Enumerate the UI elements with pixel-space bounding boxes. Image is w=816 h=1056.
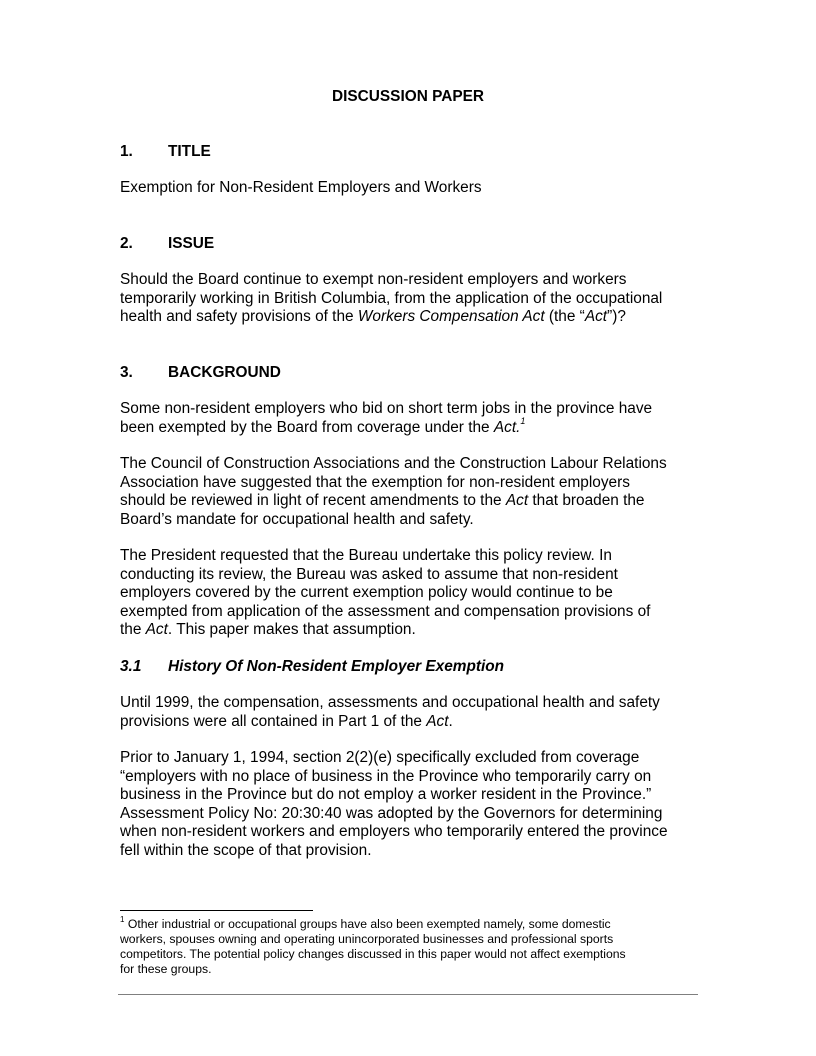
italic-act: Act [505, 492, 529, 509]
title-paragraph [120, 179, 700, 198]
text-line: exempted from application of the assessment and compensation provisions of [120, 602, 651, 620]
italic-act: Act [145, 621, 168, 638]
background-paragraph-3 [120, 547, 700, 640]
text-run: the [120, 621, 146, 638]
text-line: Assessment Policy No: 20:30:40 was adopted by the Governors for determining [120, 804, 663, 822]
text-run: Other industrial or occupational groups have also been exempted namely, some domestic [124, 917, 611, 931]
text-line [120, 713, 700, 732]
text-run: should be reviewed in light of recent amendments to the [120, 492, 506, 509]
footnote-line [120, 914, 700, 932]
text-line: Some non-resident employers who bid on short term jobs in the province have [120, 400, 653, 417]
page-title: DISCUSSION PAPER [332, 88, 484, 105]
history-paragraph-2 [120, 749, 700, 860]
title-text: Exemption for Non-Resident Employers and Workers [120, 179, 482, 196]
text-run: (the “ [544, 308, 585, 325]
text-line: business in the Province but do not employ a worker resident in the Province.” [120, 786, 652, 803]
text-line: fell within the scope of that provision. [120, 841, 372, 859]
text-line [120, 308, 700, 327]
italic-act: Act. [493, 418, 521, 436]
text-line: Board’s mandate for occupational health and safety. [120, 510, 474, 528]
issue-paragraph [120, 271, 700, 327]
section-number: 1. [120, 143, 133, 160]
text-line: temporarily working in British Columbia, from the application of the occupational [120, 289, 663, 307]
text-line [120, 492, 700, 511]
subsection-heading-history [120, 658, 504, 677]
section-heading-title [120, 143, 211, 162]
footnote-line: competitors. The potential policy changes discussed in this paper would not affect exemptions [120, 946, 626, 961]
background-paragraph-2 [120, 455, 700, 529]
background-paragraph-1 [120, 400, 700, 437]
text-run: been exempted by the Board from coverage under the [120, 418, 494, 436]
italic-act-title: Workers Compensation Act [357, 308, 545, 325]
text-line: Prior to January 1, 1994, section 2(2)(e) specifically excluded from coverage [120, 749, 640, 766]
footnote-separator [120, 910, 313, 911]
text-line: The Council of Construction Associations and the Construction Labour Relations [120, 455, 667, 472]
section-number: 3. [120, 364, 133, 381]
footnote-line: workers, spouses owning and operating unincorporated businesses and professional sports [120, 931, 614, 946]
footnote-marker: 1 [120, 914, 125, 924]
text-line: employers covered by the current exemption policy would continue to be [120, 584, 613, 601]
text-run: that broaden the [528, 492, 645, 509]
text-run: health and safety provisions of the [120, 308, 358, 325]
text-line: conducting its review, the Bureau was asked to assume that non-resident [120, 565, 618, 583]
history-paragraph-1 [120, 694, 700, 731]
text-run: ”)? [607, 308, 626, 325]
text-line: The President requested that the Bureau undertake this policy review. In [120, 547, 612, 564]
text-line [120, 416, 700, 438]
text-line: “employers with no place of business in the Province who temporarily carry on [120, 767, 652, 785]
text-line: Should the Board continue to exempt non-resident employers and workers [120, 271, 627, 288]
section-heading-text: TITLE [168, 143, 211, 160]
text-run: provisions were all contained in Part 1 of the [120, 712, 427, 730]
text-run: . This paper makes that assumption. [167, 621, 416, 638]
text-line: Until 1999, the compensation, assessments and occupational health and safety [120, 694, 660, 711]
footnote-reference[interactable]: 1 [520, 416, 526, 427]
text-line: when non-resident workers and employers who temporarily entered the province [120, 823, 668, 840]
text-run: . [448, 712, 453, 730]
section-heading-background [120, 364, 281, 383]
section-heading-text: ISSUE [168, 235, 215, 252]
subsection-heading-text: History Of Non-Resident Employer Exemption [168, 658, 505, 675]
text-line [120, 621, 700, 640]
italic-act: Act [426, 712, 449, 730]
text-line: Association have suggested that the exemption for non-resident employers [120, 473, 630, 491]
italic-act: Act [584, 308, 608, 325]
subsection-number: 3.1 [120, 658, 142, 675]
footnote-line: for these groups. [120, 961, 212, 976]
section-heading-issue [120, 235, 214, 254]
footer-rule [118, 994, 698, 995]
section-number: 2. [120, 235, 133, 252]
section-heading-text: BACKGROUND [168, 364, 281, 381]
footnote [120, 914, 700, 977]
